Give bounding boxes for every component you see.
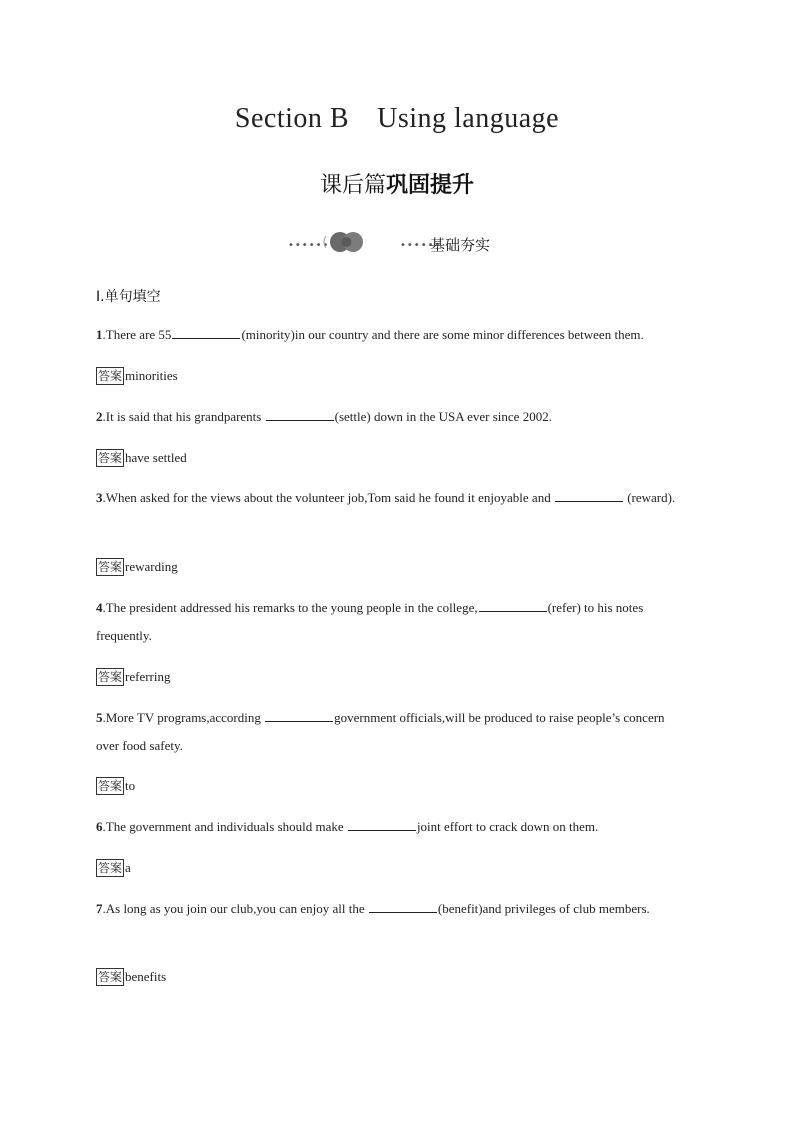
answer-5 (96, 776, 135, 796)
answer-tag: 答案 (98, 970, 123, 984)
question-1 (96, 321, 696, 349)
question-number: 4 (96, 600, 103, 615)
question-5 (96, 704, 681, 760)
answer-blank (369, 900, 437, 913)
answer-tag: 答案 (98, 369, 123, 383)
question-text-before: .It is said that his grandparents (102, 409, 265, 424)
answer-text: to (125, 778, 136, 793)
question-text-before: .The government and individuals should make (102, 819, 347, 834)
answer-2 (96, 448, 187, 468)
question-2 (96, 403, 696, 431)
question-7 (96, 895, 656, 923)
banner-dots-left: •••••• (288, 240, 330, 251)
subtitle-normal: 课后篇 (319, 173, 386, 198)
page-subtitle (0, 168, 794, 199)
answer-tag: 答案 (98, 560, 123, 574)
question-text-after: (benefit)and privileges of club members. (437, 901, 650, 916)
answer-6 (96, 858, 131, 878)
question-text-before: .When asked for the views about the volunteer job,Tom said he found it enjoyable and (102, 490, 554, 505)
subtitle-bold: 巩固提升 (386, 173, 475, 198)
question-text-before: .The president addressed his remarks to the young people in the college, (102, 600, 478, 615)
answer-tag: 答案 (98, 861, 123, 875)
question-3 (96, 484, 676, 512)
answer-blank (172, 326, 240, 339)
question-text-before: .There are 55 (102, 327, 172, 342)
answer-text: a (125, 860, 131, 875)
answer-text: minorities (125, 368, 178, 383)
question-text-before: .More TV programs,according (102, 710, 265, 725)
answer-blank (479, 599, 547, 612)
answer-4 (96, 667, 170, 687)
answer-text: rewarding (125, 559, 178, 574)
section-banner (288, 228, 528, 256)
question-text-after: (minority)in our country and there are some minor differences between them. (241, 327, 644, 342)
question-text-after: government officials,will be produced to raise people’s concern over food safety. (96, 710, 665, 753)
answer-7 (96, 967, 166, 987)
answer-3 (96, 557, 178, 577)
section-heading: Ⅰ.单句填空 (96, 289, 161, 305)
question-number: 3 (96, 490, 103, 505)
answer-text: referring (125, 669, 171, 684)
question-number: 6 (96, 819, 103, 834)
title-topic: Using language (377, 103, 560, 134)
answer-text: benefits (125, 969, 167, 984)
page-title (0, 103, 794, 135)
answer-1 (96, 366, 178, 386)
question-number: 7 (96, 901, 103, 916)
question-text-after: (reward). (623, 490, 676, 505)
answer-blank (266, 408, 334, 421)
question-number: 1 (96, 327, 103, 342)
overlapping-circles-icon (322, 230, 368, 254)
banner-label: 基础夯实 (430, 236, 491, 254)
answer-blank (555, 489, 623, 502)
question-text-after: (refer) to his notes frequently. (96, 600, 644, 643)
answer-blank (265, 709, 333, 722)
answer-tag: 答案 (98, 451, 123, 465)
question-text-after: (settle) down in the USA ever since 2002. (334, 409, 552, 424)
answer-tag: 答案 (98, 779, 123, 793)
question-text-after: joint effort to crack down on them. (416, 819, 599, 834)
question-number: 2 (96, 409, 103, 424)
banner-dots-right: •••••• (400, 240, 442, 251)
question-6 (96, 813, 696, 841)
title-section: Section B (234, 103, 350, 134)
answer-text: have settled (125, 450, 187, 465)
answer-tag: 答案 (98, 670, 123, 684)
question-4 (96, 594, 686, 650)
question-text-before: .As long as you join our club,you can enjoy all the (102, 901, 368, 916)
question-number: 5 (96, 710, 103, 725)
answer-blank (348, 818, 416, 831)
